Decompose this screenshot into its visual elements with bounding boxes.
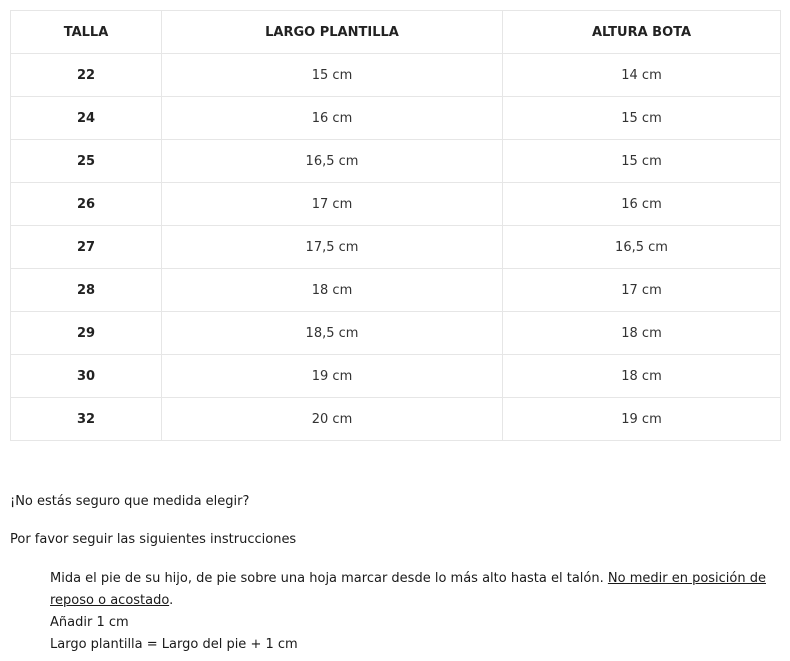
table-row xyxy=(11,97,781,140)
boot-height-cell: 14 cm xyxy=(503,54,781,97)
table-row xyxy=(11,140,781,183)
size-cell: 25 xyxy=(11,140,162,183)
boot-height-cell: 18 cm xyxy=(503,312,781,355)
step-measure xyxy=(50,568,785,612)
boot-height-cell: 16 cm xyxy=(503,183,781,226)
instruction-steps xyxy=(50,568,785,656)
table-row xyxy=(11,269,781,312)
boot-height-cell: 17 cm xyxy=(503,269,781,312)
table-row xyxy=(11,226,781,269)
size-chart-table xyxy=(10,10,781,441)
size-cell: 22 xyxy=(11,54,162,97)
step-add: Añadir 1 cm xyxy=(50,615,129,630)
boot-height-cell: 18 cm xyxy=(503,355,781,398)
size-cell: 29 xyxy=(11,312,162,355)
insole-length-cell: 16 cm xyxy=(162,97,503,140)
table-row xyxy=(11,355,781,398)
table-header-row xyxy=(11,11,781,54)
insole-length-cell: 17,5 cm xyxy=(162,226,503,269)
size-cell: 26 xyxy=(11,183,162,226)
size-cell: 24 xyxy=(11,97,162,140)
insole-length-cell: 18,5 cm xyxy=(162,312,503,355)
size-cell: 27 xyxy=(11,226,162,269)
boot-height-cell: 15 cm xyxy=(503,140,781,183)
table-row xyxy=(11,398,781,441)
header-altura-bota: ALTURA BOTA xyxy=(503,11,781,54)
table-row xyxy=(11,183,781,226)
header-talla: TALLA xyxy=(11,11,162,54)
size-cell: 30 xyxy=(11,355,162,398)
insole-length-cell: 19 cm xyxy=(162,355,503,398)
boot-height-cell: 15 cm xyxy=(503,97,781,140)
sizing-question: ¡No estás seguro que medida elegir? xyxy=(10,494,250,509)
table-row xyxy=(11,312,781,355)
insole-length-cell: 18 cm xyxy=(162,269,503,312)
insole-length-cell: 20 cm xyxy=(162,398,503,441)
header-largo-plantilla: LARGO PLANTILLA xyxy=(162,11,503,54)
size-cell: 32 xyxy=(11,398,162,441)
step-measure-warning: No medir en posición de reposo o acostado xyxy=(50,571,766,608)
step-measure-end: . xyxy=(169,593,174,608)
boot-height-cell: 16,5 cm xyxy=(503,226,781,269)
insole-length-cell: 15 cm xyxy=(162,54,503,97)
table-row xyxy=(11,54,781,97)
boot-height-cell: 19 cm xyxy=(503,398,781,441)
insole-length-cell: 17 cm xyxy=(162,183,503,226)
insole-length-cell: 16,5 cm xyxy=(162,140,503,183)
step-formula: Largo plantilla = Largo del pie + 1 cm xyxy=(50,637,298,652)
step-measure-text: Mida el pie de su hijo, de pie sobre una hoja marcar desde lo más alto hasta el talón. xyxy=(50,571,608,586)
size-cell: 28 xyxy=(11,269,162,312)
instructions-intro: Por favor seguir las siguientes instrucciones xyxy=(10,532,297,547)
